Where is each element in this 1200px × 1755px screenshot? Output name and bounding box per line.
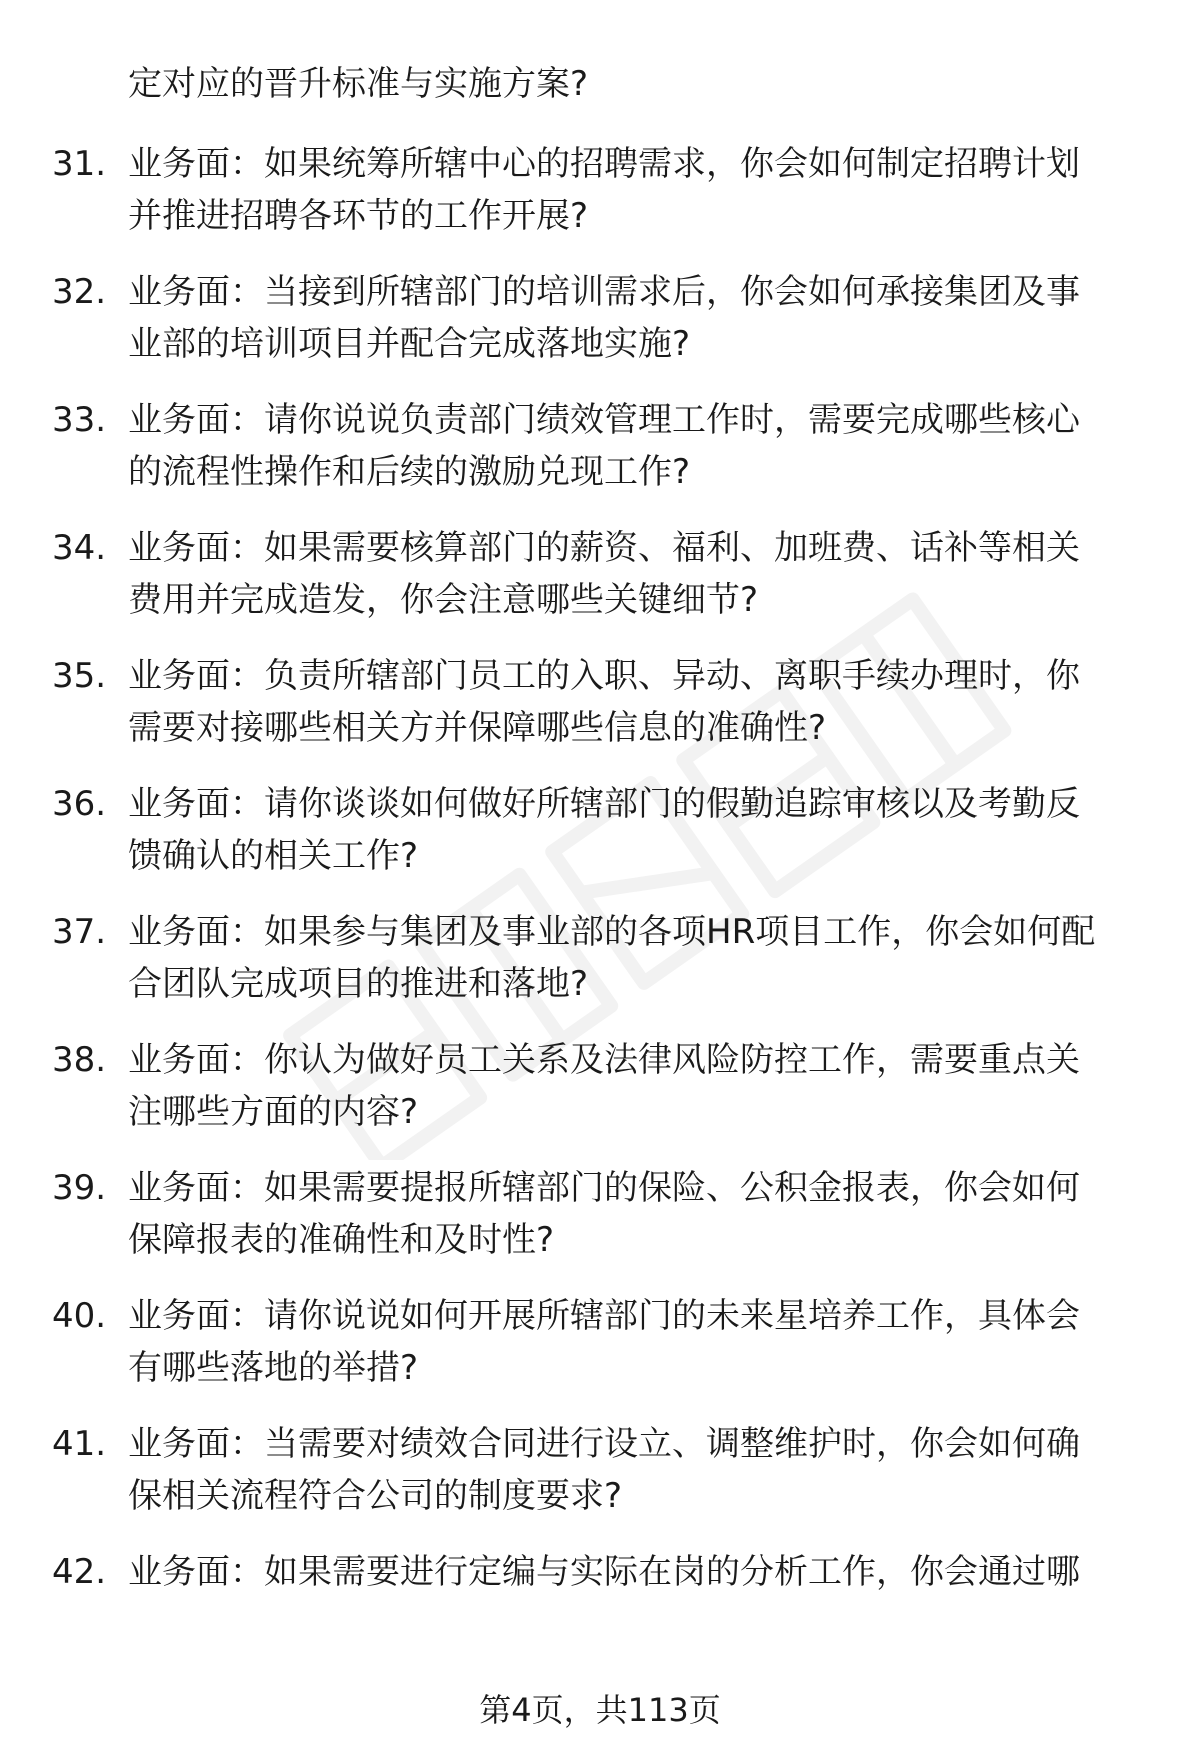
list-item bbox=[0, 650, 1200, 778]
list-item bbox=[0, 1290, 1200, 1418]
question-number: 34. bbox=[52, 528, 107, 568]
question-text-line: 业务面：如果需要提报所辖部门的保险、公积金报表，你会如何 bbox=[128, 1168, 1080, 1208]
question-text-line: 需要对接哪些相关方并保障哪些信息的准确性? bbox=[128, 708, 827, 748]
question-text-line: 业务面：当接到所辖部门的培训需求后，你会如何承接集团及事 bbox=[128, 272, 1080, 312]
question-text-line: 合团队完成项目的推进和落地? bbox=[128, 964, 589, 1004]
list-item bbox=[0, 906, 1200, 1034]
question-number: 33. bbox=[52, 400, 107, 440]
list-item bbox=[0, 1034, 1200, 1162]
question-number: 37. bbox=[52, 912, 107, 952]
question-text-line: 业务面：请你说说负责部门绩效管理工作时，需要完成哪些核心 bbox=[128, 400, 1080, 440]
question-number: 31. bbox=[52, 144, 107, 184]
question-text-line: 的流程性操作和后续的激励兑现工作? bbox=[128, 452, 691, 492]
question-number: 40. bbox=[52, 1296, 107, 1336]
list-item bbox=[0, 1418, 1200, 1546]
question-text-line: 保相关流程符合公司的制度要求? bbox=[128, 1476, 623, 1516]
question-number: 38. bbox=[52, 1040, 107, 1080]
question-number: 32. bbox=[52, 272, 107, 312]
question-text-line: 业务面：如果参与集团及事业部的各项HR项目工作，你会如何配 bbox=[128, 912, 1096, 952]
question-text-line: 业务面：如果需要进行定编与实际在岗的分析工作，你会通过哪 bbox=[128, 1552, 1080, 1592]
list-item bbox=[0, 394, 1200, 522]
question-list bbox=[0, 138, 1200, 1674]
question-text-line: 并推进招聘各环节的工作开展? bbox=[128, 196, 589, 236]
question-text-line: 业务面：当需要对绩效合同进行设立、调整维护时，你会如何确 bbox=[128, 1424, 1080, 1464]
page-footer: 第4页，共113页 bbox=[479, 1691, 721, 1729]
question-text-line: 业务面：你认为做好员工关系及法律风险防控工作，需要重点关 bbox=[128, 1040, 1080, 1080]
question-text-line: 注哪些方面的内容? bbox=[128, 1092, 419, 1132]
question-text-line: 有哪些落地的举措? bbox=[128, 1348, 419, 1388]
question-number: 42. bbox=[52, 1552, 107, 1592]
question-text-line: 业务面：请你谈谈如何做好所辖部门的假勤追踪审核以及考勤反 bbox=[128, 784, 1080, 824]
question-number: 41. bbox=[52, 1424, 107, 1464]
continuation-text: 定对应的晋升标准与实施方案? bbox=[128, 64, 589, 104]
question-text-line: 馈确认的相关工作? bbox=[128, 836, 419, 876]
question-text-line: 保障报表的准确性和及时性? bbox=[128, 1220, 555, 1260]
question-number: 36. bbox=[52, 784, 107, 824]
question-text-line: 费用并完成造发，你会注意哪些关键细节? bbox=[128, 580, 759, 620]
list-item bbox=[0, 266, 1200, 394]
question-number: 39. bbox=[52, 1168, 107, 1208]
question-number: 35. bbox=[52, 656, 107, 696]
list-item bbox=[0, 778, 1200, 906]
list-item bbox=[0, 138, 1200, 266]
list-item bbox=[0, 522, 1200, 650]
question-text-line: 业务面：如果统筹所辖中心的招聘需求，你会如何制定招聘计划 bbox=[128, 144, 1080, 184]
question-text-line: 业务面：请你说说如何开展所辖部门的未来星培养工作，具体会 bbox=[128, 1296, 1080, 1336]
question-text-line: 业部的培训项目并配合完成落地实施? bbox=[128, 324, 691, 364]
question-text-line: 业务面：如果需要核算部门的薪资、福利、加班费、话补等相关 bbox=[128, 528, 1080, 568]
list-item bbox=[0, 1546, 1200, 1674]
list-item bbox=[0, 1162, 1200, 1290]
question-text-line: 业务面：负责所辖部门员工的入职、异动、离职手续办理时，你 bbox=[128, 656, 1080, 696]
